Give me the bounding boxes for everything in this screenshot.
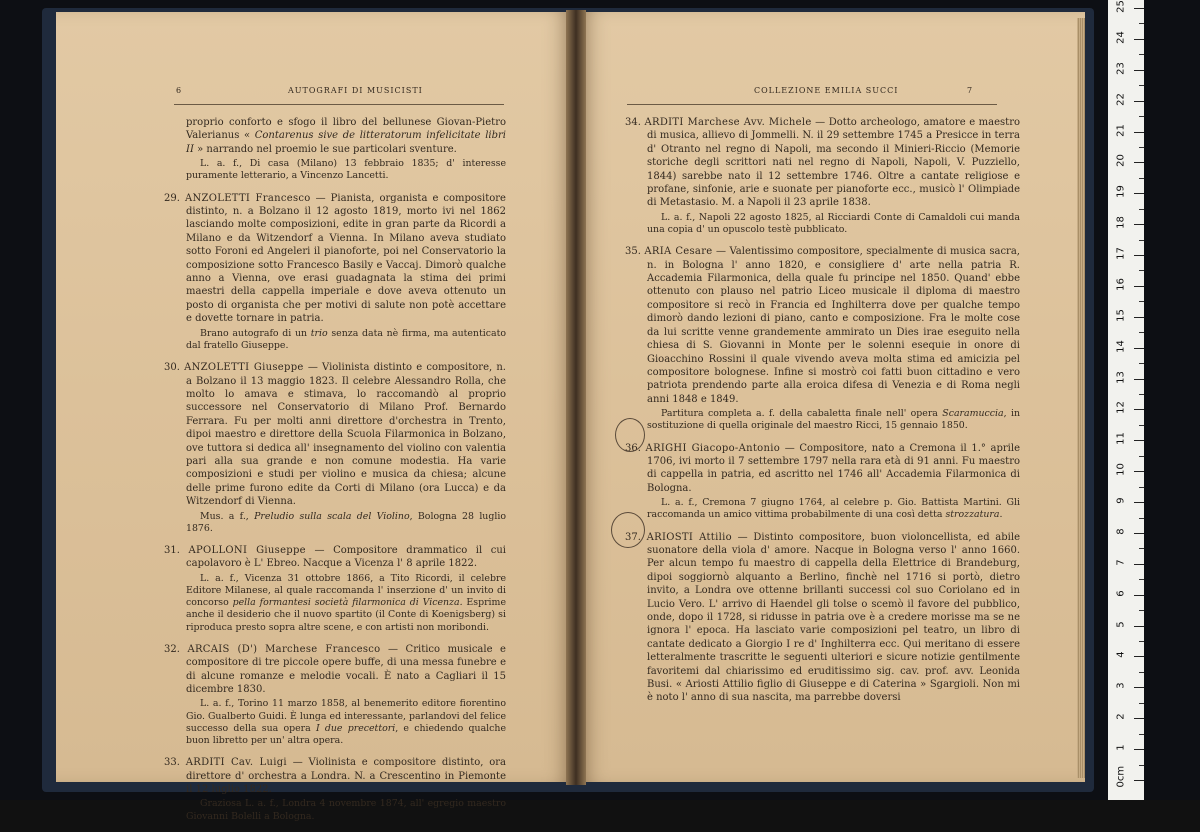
ruler-tick bbox=[1134, 193, 1144, 194]
continuation-text-1: proprio conforto e sfogo il libro del bellunese Giovan-Pietro Valerianus « bbox=[186, 117, 506, 142]
entry-text bbox=[164, 192, 506, 326]
entry-text bbox=[164, 756, 506, 796]
right-running-head: COLLEZIONE EMILIA SUCCI bbox=[754, 86, 899, 95]
ruler-label: 23 bbox=[1115, 61, 1127, 75]
entry-note-text: Brano autografo di un bbox=[200, 327, 311, 339]
entry-note-text: L. a. f., Torino 11 marzo 1858, al benemerito editore fiorentino Gio. Gualberto Guidi. È lunga ed interessante, parlandovi del felice successo della sua opera bbox=[186, 698, 506, 734]
left-text-column bbox=[164, 116, 506, 832]
ruler-tick bbox=[1134, 348, 1144, 349]
entry-name: ARCAIS (D') Marchese Francesco bbox=[187, 643, 381, 655]
ruler-label: 9 bbox=[1115, 497, 1127, 504]
catalog-entry bbox=[164, 192, 506, 352]
ruler-label: 19 bbox=[1115, 185, 1127, 199]
ruler-tick bbox=[1134, 132, 1144, 133]
entry-description: — Violinista e compositore distinto, ora direttore d' orchestra a Londra. N. a Crescentino in Piemonte il 12 luglio 1822. bbox=[186, 757, 507, 796]
ruler-label: 7 bbox=[1115, 559, 1127, 566]
entry-note-text: Partitura completa a. f. della cabaletta finale nell' opera bbox=[661, 408, 943, 420]
catalog-entry bbox=[625, 442, 1020, 522]
entry-text bbox=[625, 442, 1020, 496]
ruler-tick bbox=[1134, 718, 1144, 719]
entry-text bbox=[164, 643, 506, 697]
ruler-tick bbox=[1134, 564, 1144, 565]
continuation-entry bbox=[164, 116, 506, 183]
continuation-title: Contarenus sive de litteratorum infelicitate libri II bbox=[186, 130, 506, 155]
ruler-minor-tick bbox=[1139, 672, 1144, 673]
entry-text bbox=[164, 544, 506, 571]
ruler-minor-tick bbox=[1139, 23, 1144, 24]
entry-text bbox=[625, 531, 1020, 705]
ruler-label: 18 bbox=[1115, 216, 1127, 230]
catalog-entry bbox=[164, 361, 506, 535]
measuring-ruler bbox=[1108, 0, 1144, 800]
entry-description: — Compositore, nato a Cremona il 1.° aprile 1706, ivi morto il 7 settembre 1797 nella rara età di 91 anni. Fu maestro di cappella in patria, ed ascritto nel 1746 all' Accademia Filarmonica di Bologna. bbox=[647, 442, 1020, 494]
ruler-tick bbox=[1134, 255, 1144, 256]
continuation-text-2: » narrando nel proemio le sue particolari sventure. bbox=[193, 143, 457, 155]
entry-note-text: Mus. a f., bbox=[200, 510, 255, 522]
entry-note-text-end: Esprime anche il desiderio che il nuovo spartito (il Conte di Koenigsberg) si riproduca presto sopra altre scene, e con artisti non moribondi. bbox=[186, 597, 506, 633]
right-header-rule bbox=[627, 104, 997, 105]
entry-note bbox=[164, 798, 506, 822]
entry-description: — Pianista, organista e compositore distinto, n. a Bolzano il 12 agosto 1819, morto ivi nel 1862 lasciando molte composizioni, edite in gran parte da Ricordi a Milano e da Witzendorf a Vienna. In Milano aveva studiato sotto Foroni ed Angeleri il pianoforte, poi nel Conservatorio la composizione sotto Francesco Basily e Vaccaj. Dimorò qualche anno a Vienna, ove erasi guadagnata la stima dei primi maestri della cappella imperiale e dove aveva ottenuto un posto di organista che per motivi di salute non potè accettare e dovette tornare in patria. bbox=[186, 192, 506, 325]
entry-note-text-end: . bbox=[999, 509, 1003, 521]
ruler-minor-tick bbox=[1139, 765, 1144, 766]
ruler-tick bbox=[1134, 533, 1144, 534]
entry-number: 36. bbox=[625, 442, 641, 454]
entry-number: 32. bbox=[164, 643, 180, 655]
entry-name: ARDITI Cav. Luigi bbox=[185, 757, 287, 769]
entry-note bbox=[164, 511, 506, 535]
ruler-tick bbox=[1134, 162, 1144, 163]
ruler-tick bbox=[1134, 39, 1144, 40]
entry-note-text: Graziosa L. a. f., Londra 4 novembre 1874, all' egregio maestro Giovanni Bolelli a Bologna. bbox=[186, 798, 506, 822]
entry-text bbox=[625, 245, 1020, 406]
entry-text bbox=[164, 361, 506, 508]
ruler-minor-tick bbox=[1139, 425, 1144, 426]
ruler-minor-tick bbox=[1139, 456, 1144, 457]
ruler-tick bbox=[1134, 409, 1144, 410]
ruler-label: 4 bbox=[1115, 651, 1127, 659]
ruler-minor-tick bbox=[1139, 703, 1144, 704]
entry-description: — Compositore drammatico il cui capolavoro è L' Ebreo. Nacque a Vicenza l' 8 aprile 1822. bbox=[186, 544, 507, 570]
entry-note bbox=[625, 497, 1020, 521]
entry-description: — Valentissimo compositore, specialmente di musica sacra, n. in Bologna l' anno 1820, e consigliere d' arte nella patria R. Accademia Filarmonica, della quale fu principe nel 1850. Quand' ebbe ottenuto con plauso nel patrio Liceo musicale il diploma di maestro compositore si recò in Francia ed Inghilterra dove per qualche tempo dimorò dando lezioni di piano, canto e composizione. Fra le molte cose da lui scritte venne grandemente ammirato un Dies irae eseguito nella chiesa di S. Giovanni in Monte per le solenni esequie in onore di Gioacchino Rossini il quale vivendo aveva molta stima ed amicizia pel compositore bolognese. Infine si mostrò coi fatti buon cittadino e vero patriota prendendo parte alla eroica difesa di Venezia e di Roma negli anni 1848 e 1849. bbox=[647, 246, 1020, 405]
entry-number: 37. bbox=[625, 531, 641, 543]
ruler-label: 25 bbox=[1115, 0, 1127, 13]
entry-note-text: L. a. f., Napoli 22 agosto 1825, al Ricciardi Conte di Camaldoli cui manda una copia d' un opuscolo testè pubblicato. bbox=[647, 211, 1020, 236]
ruler-label: 16 bbox=[1115, 278, 1127, 291]
entry-note bbox=[164, 573, 506, 634]
entry-note-text-end: senza data nè firma, ma autenticato dal fratello Giuseppe. bbox=[186, 327, 506, 351]
ruler-label: 1 bbox=[1115, 744, 1127, 751]
ruler-label: 13 bbox=[1115, 370, 1127, 384]
entry-name: ANZOLETTI Francesco bbox=[184, 192, 311, 204]
entry-number: 30. bbox=[164, 362, 180, 374]
entry-note-text: L. a. f., Vicenza 31 ottobre 1866, a Tito Ricordi, il celebre Editore Milanese, al quale raccomanda l' inserzione d' un invito di concorso bbox=[186, 572, 506, 609]
ruler-tick bbox=[1134, 780, 1144, 781]
entry-text bbox=[625, 116, 1020, 210]
ruler-label: 17 bbox=[1115, 247, 1127, 260]
ruler-label: 21 bbox=[1115, 123, 1127, 137]
ruler-tick bbox=[1134, 224, 1144, 225]
catalog-entry bbox=[164, 544, 506, 634]
ruler-tick bbox=[1134, 440, 1144, 441]
ruler-minor-tick bbox=[1139, 487, 1144, 488]
ruler-label: 8 bbox=[1115, 528, 1127, 535]
entry-name: ARDITI Marchese Avv. Michele bbox=[644, 117, 812, 128]
ruler-minor-tick bbox=[1139, 332, 1144, 333]
ruler-minor-tick bbox=[1139, 270, 1144, 271]
ruler-label: 0cm bbox=[1115, 765, 1127, 788]
ruler-label: 14 bbox=[1115, 339, 1127, 353]
entry-note bbox=[164, 698, 506, 747]
entry-note bbox=[625, 212, 1020, 236]
entry-number: 34. bbox=[625, 117, 641, 128]
ruler-label: 12 bbox=[1115, 401, 1127, 415]
ruler-tick bbox=[1134, 317, 1144, 318]
entry-number: 35. bbox=[625, 246, 641, 258]
ruler-label: 2 bbox=[1115, 713, 1127, 720]
handwritten-circle-36 bbox=[615, 418, 645, 452]
catalog-entry bbox=[164, 756, 506, 823]
entry-name: ANZOLETTI Giuseppe bbox=[184, 362, 304, 374]
page-edges bbox=[1077, 18, 1085, 778]
entry-description: — Dotto archeologo, amatore e maestro di musica, allievo di Jommelli. N. il 29 settembre 1745 a Presicce in terra d' Otranto nel regno di Napoli, ma secondo il Minieri-Riccio (Memorie storiche degli scrittori nati nel regno di Napoli, Napoli, V. Puzziello, 1844) sarebbe nato il 12 settembre 1746. Oltre a cantate religiose e profane, sinfonie, arie e suonate per pianoforte ecc., musicò l' Olimpiade di Metastasio. M. a Napoli il 23 aprile 1838. bbox=[647, 117, 1020, 209]
ruler-minor-tick bbox=[1139, 85, 1144, 86]
right-page-number: 7 bbox=[967, 86, 974, 95]
entry-note bbox=[625, 408, 1020, 432]
ruler-minor-tick bbox=[1139, 394, 1144, 395]
handwritten-circle-37 bbox=[611, 512, 645, 548]
entry-note-title: strozzatura bbox=[945, 509, 1000, 521]
ruler-label: 3 bbox=[1115, 682, 1127, 690]
ruler-label: 24 bbox=[1115, 31, 1127, 44]
entry-description: — Violinista distinto e compositore, n. a Bolzano il 13 maggio 1823. Il celebre Alessandro Rolla, che molto lo amava e stimava, lo raccomandò al proprio successore nel Conservatorio di Milano Prof. Bernardo Ferrara. Fu per molti anni direttore d'orchestra in Trento, dipoi maestro e direttore della Scuola Filarmonica in Bolzano, ove tuttora si dedica all' insegnamento del violino con valentia pari alla sua grande e non comune modestia. Ha varie composizioni e studi per violino e musica da chiesa; alcune delle prime furono edite da Corti di Milano (ora Lucca) e da Witzendorf di Vienna. bbox=[186, 362, 506, 508]
left-header-rule bbox=[174, 104, 504, 105]
entry-name: ARIOSTI Attilio bbox=[646, 531, 732, 543]
entry-note-title: trio bbox=[310, 327, 328, 339]
entry-number: 29. bbox=[164, 192, 180, 204]
ruler-label: 6 bbox=[1115, 590, 1127, 597]
catalog-entry bbox=[625, 116, 1020, 236]
ruler-minor-tick bbox=[1139, 518, 1144, 519]
entry-note bbox=[164, 328, 506, 352]
ruler-minor-tick bbox=[1139, 363, 1144, 364]
entry-note-text-end: , Bologna 28 luglio 1876. bbox=[186, 510, 506, 534]
ruler-minor-tick bbox=[1139, 641, 1144, 642]
entry-note-text: L. a. f., Cremona 7 giugno 1764, al celebre p. Gio. Battista Martini. Gli raccomanda un amico vittima probabilmente di una così detta bbox=[647, 497, 1020, 521]
ruler-label: 15 bbox=[1115, 308, 1127, 322]
entry-description: — Critico musicale e compositore di tre piccole opere buffe, di una messa funebre e di alcune romanze e melodie vocali. È nato a Cagliari il 15 dicembre 1830. bbox=[186, 643, 506, 696]
catalog-entry bbox=[625, 245, 1020, 432]
ruler-label: 20 bbox=[1115, 154, 1127, 168]
ruler-tick bbox=[1134, 502, 1144, 503]
entry-note-title: I due precettori bbox=[315, 722, 396, 734]
ruler-minor-tick bbox=[1139, 579, 1144, 580]
ruler-tick bbox=[1134, 471, 1144, 472]
entry-note-title: Preludio sulla scala del Violino bbox=[254, 510, 410, 522]
catalog-entry bbox=[164, 643, 506, 747]
ruler-label: 22 bbox=[1115, 92, 1127, 106]
entry-name: APOLLONI Giuseppe bbox=[188, 544, 306, 556]
book-gutter bbox=[566, 10, 586, 785]
ruler-tick bbox=[1134, 626, 1144, 627]
ruler-minor-tick bbox=[1139, 240, 1144, 241]
entry-number: 31. bbox=[164, 544, 180, 556]
ruler-tick bbox=[1134, 687, 1144, 688]
ruler-minor-tick bbox=[1139, 116, 1144, 117]
ruler-tick bbox=[1134, 286, 1144, 287]
ruler-tick bbox=[1134, 749, 1144, 750]
entry-name: ARIGHI Giacopo-Antonio bbox=[645, 442, 781, 454]
entry-number: 33. bbox=[164, 757, 180, 769]
ruler-minor-tick bbox=[1139, 548, 1144, 549]
ruler-minor-tick bbox=[1139, 734, 1144, 735]
left-running-head: AUTOGRAFI DI MUSICISTI bbox=[288, 86, 423, 95]
ruler-minor-tick bbox=[1139, 610, 1144, 611]
entry-note-title: Scaramuccia bbox=[942, 408, 1004, 420]
right-page bbox=[579, 12, 1085, 782]
continuation-note: L. a. f., Di casa (Milano) 13 febbraio 1835; d' interesse puramente letterario, a Vincenzo Lancetti. bbox=[186, 158, 506, 182]
ruler-tick bbox=[1134, 70, 1144, 71]
entry-description: — Distinto compositore, buon violoncellista, ed abile suonatore della viola d' amore. Nacque in Bologna verso l' anno 1660. Per alcun tempo fu maestro di cappella della Elettrice di Brandeburg, dipoi soggiornò alquanto a Berlino, finchè nel 1716 si portò, dietro invito, a Londra ove ottenne brillanti successi col suo Coriolano ed in Lucio Vero. L' arrivo di Haendel gli tolse o scemò il favore del pubblico, onde, dopo il 1728, si ridusse in patria ove è a credere morisse ma se ne ignora l' epoca. Ha lasciato varie composizioni pel teatro, un libro di cantate dedicato a Giorgio I re d' Inghilterra ecc. Qui meritano di essere letteralmente trascritte le seguenti ulteriori e sicure notizie gentilmente favoritemi dal chiarissimo ed eruditissimo sig. cav. prof. avv. Leonida Busi. « Ariosti Attilio figlio di Giuseppe e di Caterina » Sgargioli. Non mi è noto l' anno di sua nascita, ma parrebbe doversi bbox=[647, 531, 1020, 704]
ruler-tick bbox=[1134, 8, 1144, 9]
ruler-minor-tick bbox=[1139, 147, 1144, 148]
entry-note-text-end: , in sostituzione di quella originale del maestro Ricci, 15 gennaio 1850. bbox=[647, 408, 1020, 432]
left-page-number: 6 bbox=[176, 86, 183, 95]
ruler-tick bbox=[1134, 595, 1144, 596]
entry-note-title: pella formantesi società filarmonica di Vicenza. bbox=[232, 597, 463, 609]
entry-note-text-end: , e chiedendo qualche buon libretto per un' altra opera. bbox=[186, 722, 506, 747]
ruler-minor-tick bbox=[1139, 54, 1144, 55]
ruler-tick bbox=[1134, 379, 1144, 380]
left-page bbox=[56, 12, 573, 822]
ruler-tick bbox=[1134, 656, 1144, 657]
ruler-minor-tick bbox=[1139, 301, 1144, 302]
right-text-column bbox=[625, 116, 1020, 714]
ruler-tick bbox=[1134, 101, 1144, 102]
ruler-minor-tick bbox=[1139, 209, 1144, 210]
ruler-label: 11 bbox=[1115, 432, 1127, 446]
ruler-label: 5 bbox=[1115, 620, 1127, 628]
entry-name: ARIA Cesare bbox=[644, 246, 713, 258]
ruler-label: 10 bbox=[1115, 463, 1127, 477]
ruler-minor-tick bbox=[1139, 178, 1144, 179]
catalog-entry bbox=[625, 531, 1020, 705]
